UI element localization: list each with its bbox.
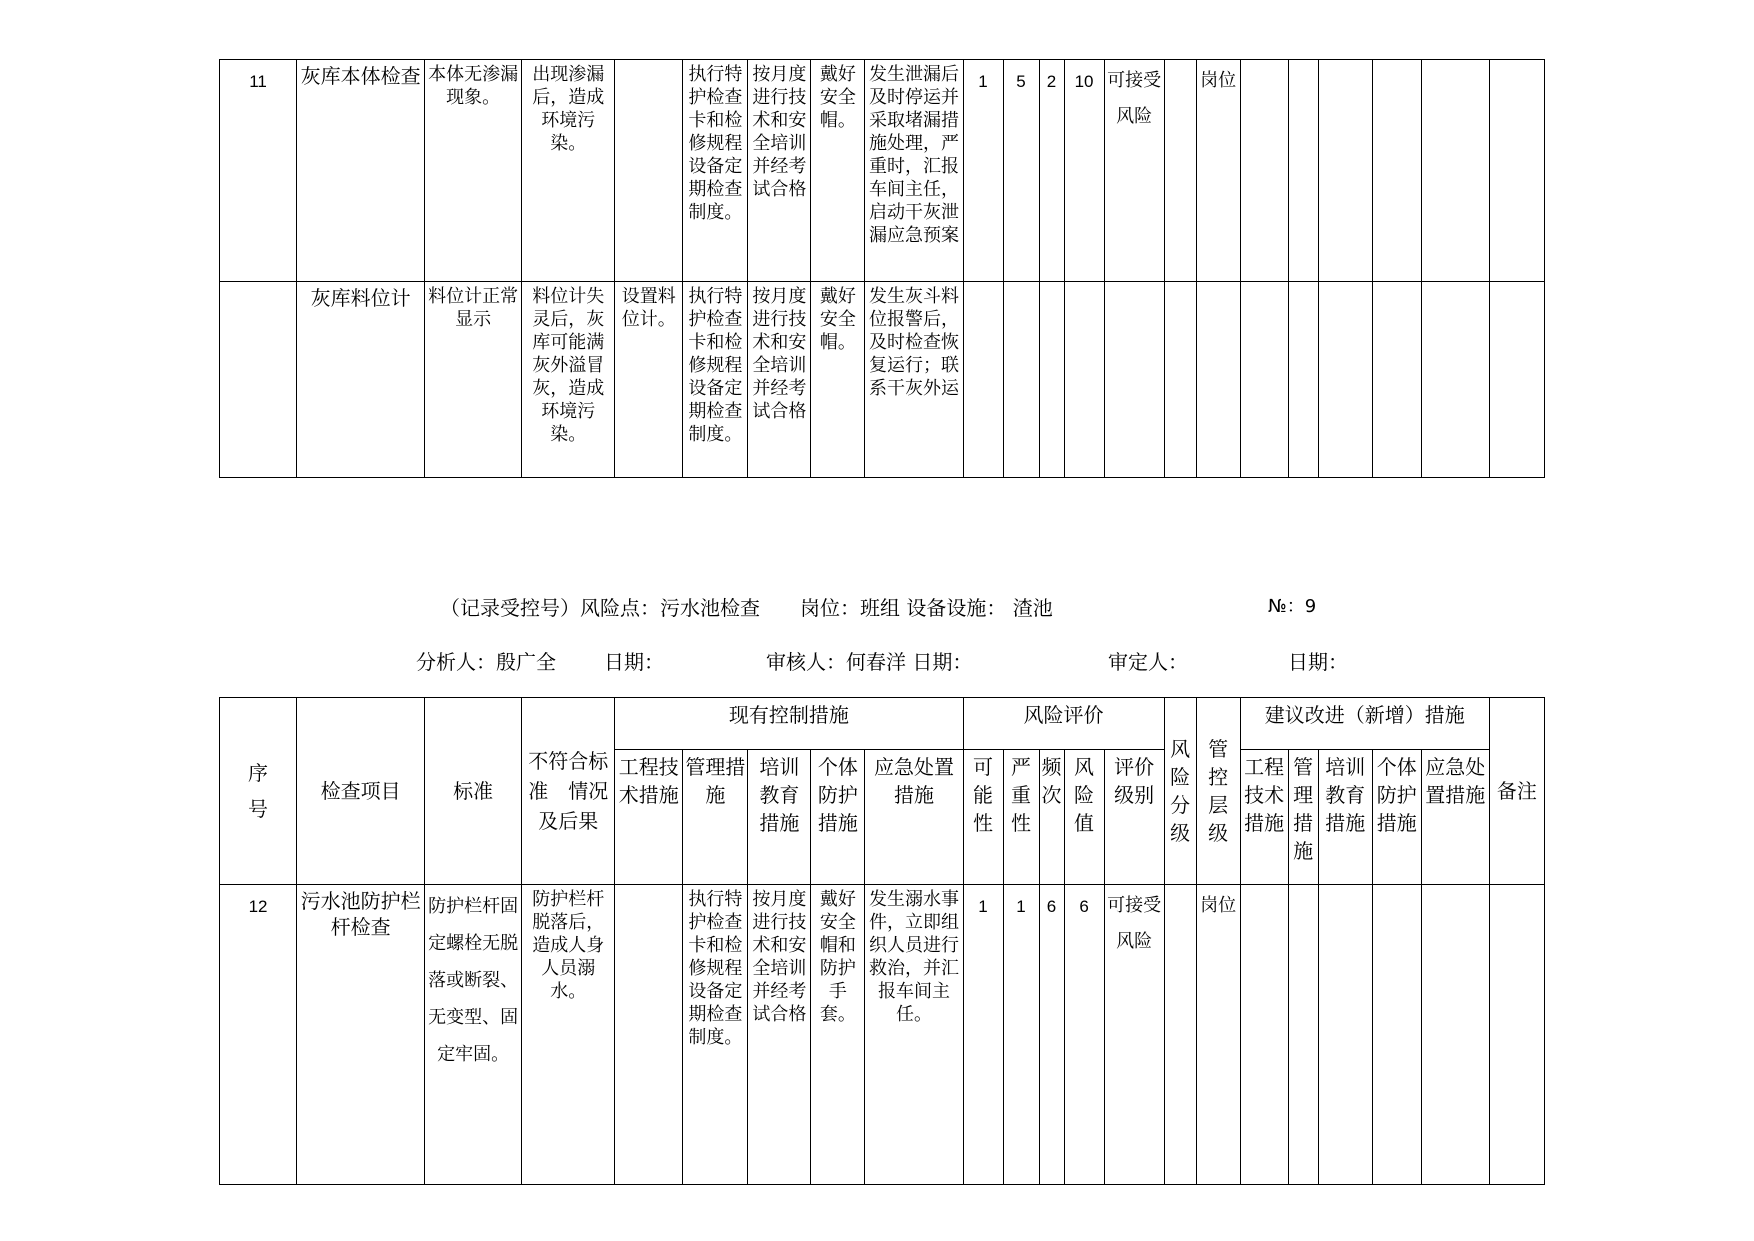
- header-nonconform: 不符合标准 情况及后果: [522, 698, 615, 885]
- ppe-cell: 戴好安全帽。: [811, 282, 865, 478]
- standard-cell: 防护栏杆固定螺栓无脱落或断裂、无变型、固定牢固。: [425, 885, 522, 1185]
- analyst-label: 分析人：殷广全: [416, 650, 556, 674]
- remark-cell: [1489, 282, 1544, 478]
- item-cell: 灰库本体检查: [297, 60, 425, 282]
- eval-level-cell: 可接受风险: [1104, 60, 1164, 282]
- suggest-eng-cell: [1240, 60, 1288, 282]
- eval-level-cell: 可接受风险: [1104, 885, 1164, 1185]
- standard-cell: 料位计正常显示: [425, 282, 522, 478]
- frequency-cell: 6: [1039, 885, 1064, 1185]
- control-level-cell: [1196, 282, 1240, 478]
- eng-cell: [615, 60, 683, 282]
- frequency-cell: 2: [1039, 60, 1064, 282]
- suggest-training-cell: [1318, 282, 1372, 478]
- remark-cell: [1489, 885, 1544, 1185]
- record-number: №：9: [1268, 596, 1317, 617]
- bottom-risk-table: [219, 697, 1545, 1185]
- remark-cell: [1489, 60, 1544, 282]
- risk-grade-cell: [1164, 282, 1196, 478]
- risk-value-cell: 6: [1064, 885, 1104, 1185]
- header-row-1: [220, 698, 1545, 750]
- header-s-mgmt: 管理措施: [1288, 750, 1318, 885]
- training-cell: 按月度进行技术和安全培训并经考试合格: [748, 60, 811, 282]
- header-control-level: 管控层级: [1196, 698, 1240, 885]
- suggest-emergency-cell: [1421, 282, 1489, 478]
- header-likelihood: 可能性: [963, 750, 1003, 885]
- header-existing-measures: 现有控制措施: [615, 698, 963, 750]
- emergency-cell: 发生灰斗料位报警后，及时检查恢复运行；联系干灰外运: [865, 282, 963, 478]
- mgmt-cell: 执行特护检查卡和检修规程设备定期检查制度。: [683, 885, 748, 1185]
- seq-cell: [220, 282, 297, 478]
- suggest-ppe-cell: [1372, 60, 1421, 282]
- risk-value-cell: [1064, 282, 1104, 478]
- top-risk-table: [219, 59, 1545, 478]
- header-training: 培训教育措施: [748, 750, 811, 885]
- control-level-cell: 岗位: [1196, 60, 1240, 282]
- header-risk-eval: 风险评价: [963, 698, 1164, 750]
- mgmt-cell: 执行特护检查卡和检修规程设备定期检查制度。: [683, 282, 748, 478]
- standard-cell: 本体无渗漏现象。: [425, 60, 522, 282]
- suggest-mgmt-cell: [1288, 60, 1318, 282]
- header-item: 检查项目: [297, 698, 425, 885]
- header-risk-grade: 风险分级: [1164, 698, 1196, 885]
- likelihood-cell: 1: [963, 60, 1003, 282]
- ppe-cell: 戴好安全帽和防护手套。: [811, 885, 865, 1185]
- header-suggest-measures: 建议改进（新增）措施: [1240, 698, 1489, 750]
- likelihood-cell: [963, 282, 1003, 478]
- table-row: [220, 60, 1545, 282]
- reviewer-label: 审核人：何春洋 日期：: [766, 650, 973, 674]
- suggest-emergency-cell: [1421, 885, 1489, 1185]
- header-standard: 标准: [425, 698, 522, 885]
- emergency-cell: 发生溺水事件，立即组织人员进行救治，并汇报车间主任。: [865, 885, 963, 1185]
- suggest-mgmt-cell: [1288, 885, 1318, 1185]
- header-severity: 严重性: [1003, 750, 1039, 885]
- risk-grade-cell: [1164, 885, 1196, 1185]
- severity-cell: 5: [1003, 60, 1039, 282]
- mgmt-cell: 执行特护检查卡和检修规程设备定期检查制度。: [683, 60, 748, 282]
- table-row: [220, 885, 1545, 1185]
- header-remark: 备注: [1489, 698, 1544, 885]
- nonconform-cell: 防护栏杆脱落后，造成人身人员溺水。: [522, 885, 615, 1185]
- analysis-date-label: 日期：: [604, 650, 664, 674]
- suggest-training-cell: [1318, 60, 1372, 282]
- record-header-line: （记录受控号）风险点：污水池检查 岗位：班组 设备设施： 渣池: [440, 596, 1053, 620]
- severity-cell: 1: [1003, 885, 1039, 1185]
- eng-cell: 设置料位计。: [615, 282, 683, 478]
- header-ppe: 个体防护措施: [811, 750, 865, 885]
- item-cell: 灰库料位计: [297, 282, 425, 478]
- table-row: [220, 282, 1545, 478]
- nonconform-cell: 料位计失灵后，灰库可能满灰外溢冒灰，造成环境污染。: [522, 282, 615, 478]
- suggest-emergency-cell: [1421, 60, 1489, 282]
- header-eval-level: 评价级别: [1104, 750, 1164, 885]
- approver-label: 审定人：: [1108, 650, 1188, 674]
- frequency-cell: [1039, 282, 1064, 478]
- suggest-eng-cell: [1240, 282, 1288, 478]
- header-risk-value: 风险值: [1064, 750, 1104, 885]
- suggest-training-cell: [1318, 885, 1372, 1185]
- severity-cell: [1003, 282, 1039, 478]
- eval-level-cell: [1104, 282, 1164, 478]
- header-emergency: 应急处置措施: [865, 750, 963, 885]
- eng-cell: [615, 885, 683, 1185]
- nonconform-cell: 出现渗漏后，造成环境污染。: [522, 60, 615, 282]
- header-s-eng: 工程技术措施: [1240, 750, 1288, 885]
- header-eng: 工程技术措施: [615, 750, 683, 885]
- header-s-training: 培训教育措施: [1318, 750, 1372, 885]
- emergency-cell: 发生泄漏后及时停运并采取堵漏措施处理，严重时，汇报车间主任，启动干灰泄漏应急预案: [865, 60, 963, 282]
- header-frequency: 频次: [1039, 750, 1064, 885]
- suggest-ppe-cell: [1372, 885, 1421, 1185]
- suggest-mgmt-cell: [1288, 282, 1318, 478]
- ppe-cell: 戴好安全帽。: [811, 60, 865, 282]
- training-cell: 按月度进行技术和安全培训并经考试合格: [748, 885, 811, 1185]
- header-s-emergency: 应急处置措施: [1421, 750, 1489, 885]
- risk-grade-cell: [1164, 60, 1196, 282]
- seq-cell: 12: [220, 885, 297, 1185]
- header-mgmt: 管理措施: [683, 750, 748, 885]
- header-s-ppe: 个体防护措施: [1372, 750, 1421, 885]
- suggest-eng-cell: [1240, 885, 1288, 1185]
- likelihood-cell: 1: [963, 885, 1003, 1185]
- risk-value-cell: 10: [1064, 60, 1104, 282]
- control-level-cell: 岗位: [1196, 885, 1240, 1185]
- seq-cell: 11: [220, 60, 297, 282]
- approval-date-label: 日期：: [1288, 650, 1348, 674]
- item-cell: 污水池防护栏杆检查: [297, 885, 425, 1185]
- header-seq: 序 号: [220, 698, 297, 885]
- suggest-ppe-cell: [1372, 282, 1421, 478]
- training-cell: 按月度进行技术和安全培训并经考试合格: [748, 282, 811, 478]
